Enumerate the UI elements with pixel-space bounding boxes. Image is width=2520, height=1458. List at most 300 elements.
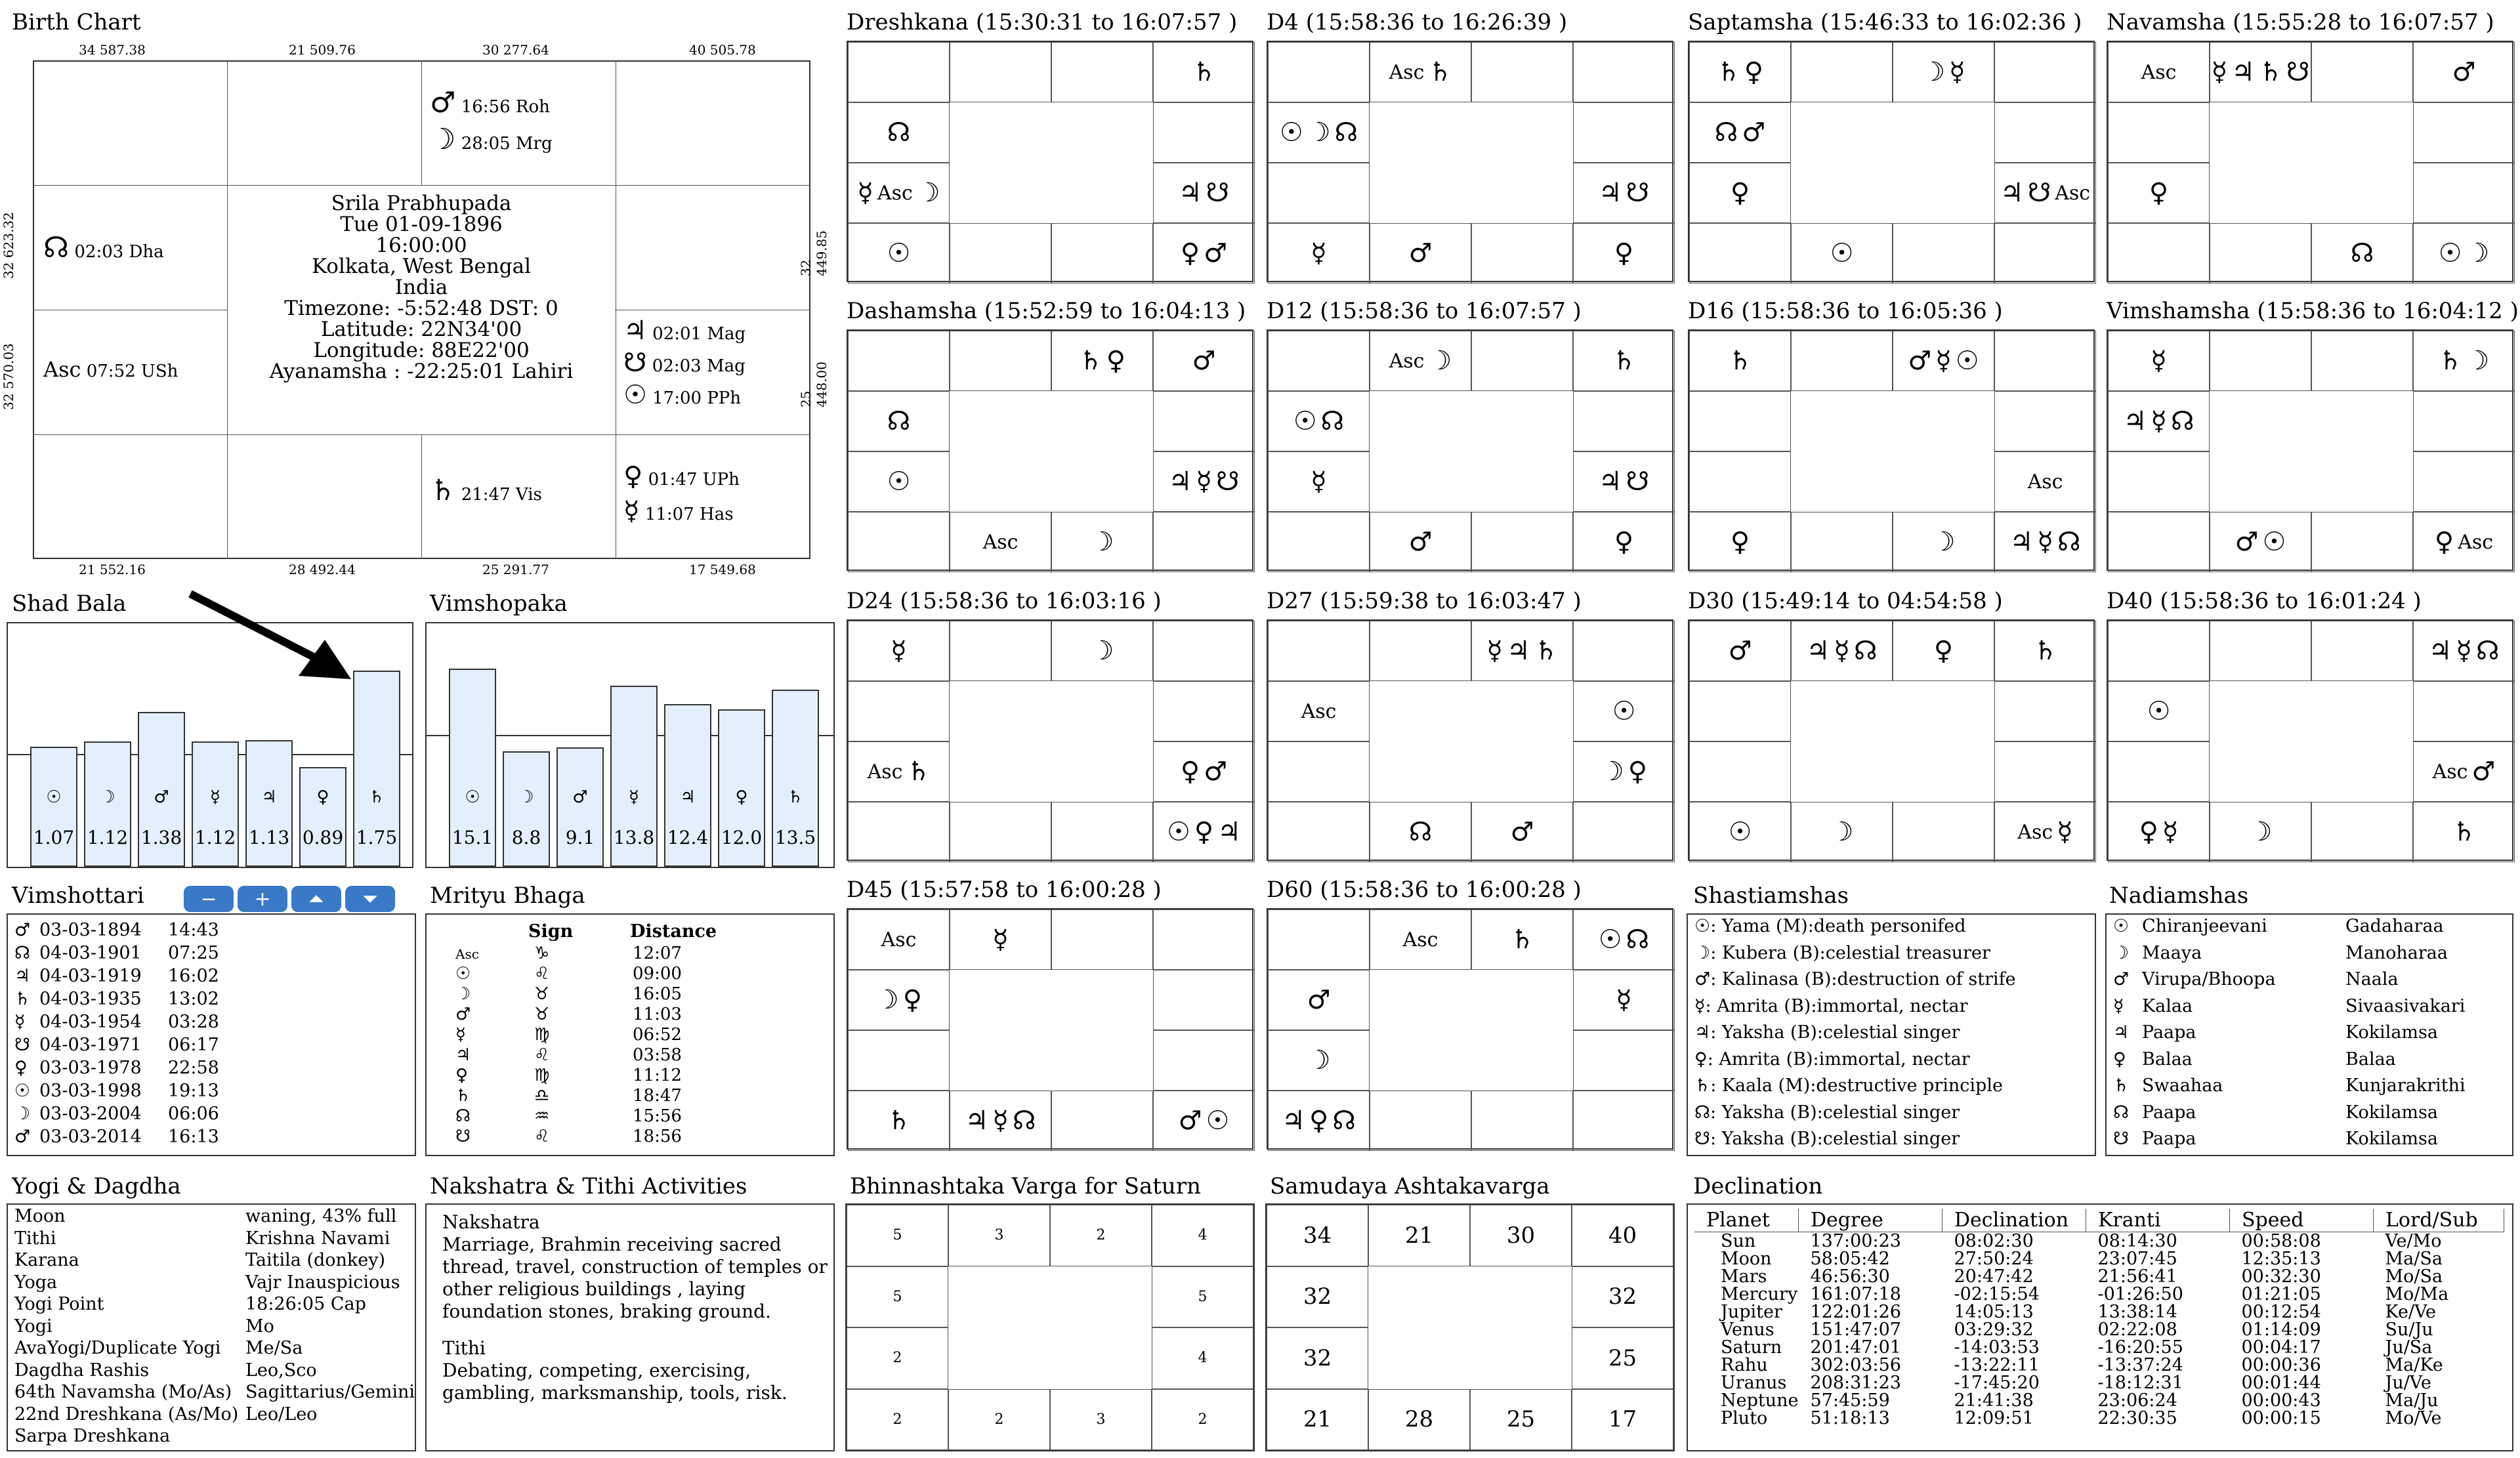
house-cell	[1268, 331, 1370, 391]
bar-value-label: 8.8	[511, 827, 541, 848]
house-cell	[1573, 512, 1675, 572]
declination-row	[1694, 1374, 2504, 1392]
nadiamsha-name: Paapa	[2142, 1102, 2196, 1123]
ketu-icon: ☋	[2027, 178, 2051, 208]
divisional-chart	[1267, 329, 1673, 571]
col-distance: Distance	[630, 921, 717, 942]
yogi-key: Sarpa Dreshkana	[14, 1426, 171, 1446]
moon-icon: ☽	[518, 787, 534, 807]
right-point: 32 449.85	[797, 230, 830, 276]
house-cell	[1689, 621, 1791, 681]
birth-chart-title: Birth Chart	[12, 9, 141, 35]
shastiamsha-row: ☽: Kubera (B):celestial treasurer	[1694, 942, 1990, 963]
house-cell	[1471, 223, 1573, 283]
house-cell	[1471, 621, 1573, 681]
nadiamsha-row	[2113, 1129, 2438, 1149]
column-header: Kranti	[2086, 1209, 2230, 1232]
shastiamsha-row: ♂: Kalinasa (B):destruction of strife	[1694, 969, 2016, 989]
mrityu-distance: 15:56	[633, 1106, 682, 1126]
sun-position: 17:00 PPh	[652, 388, 742, 408]
shastiamsha-row: ♃: Yaksha (B):celestial singer	[1694, 1022, 1960, 1043]
house-cell	[848, 512, 950, 572]
house-cell	[1573, 451, 1675, 512]
nadiamsha-alt: Naala	[2345, 969, 2399, 989]
sun-icon: ☉	[2113, 916, 2130, 936]
divisional-chart	[1267, 908, 1673, 1150]
yogi-key: 64th Navamsha (Mo/As)	[14, 1382, 232, 1402]
house-cell	[1689, 681, 1791, 741]
house-cell	[2210, 621, 2311, 681]
house-cell	[1471, 802, 1573, 862]
house-cell	[2210, 223, 2311, 283]
dasha-date: 04-03-1919	[39, 966, 142, 986]
sun-icon: ☉	[1293, 406, 1317, 436]
asc-label: Asc	[881, 928, 917, 951]
mars-icon: ♂	[1204, 757, 1228, 787]
yogi-table	[7, 1203, 416, 1451]
dasha-row	[14, 920, 219, 940]
declination-cell: -13:37:24	[2097, 1355, 2183, 1375]
mrityu-row	[455, 1005, 682, 1024]
house-cell	[1573, 42, 1675, 102]
yogi-row	[14, 1250, 385, 1270]
yogi-value: Me/Sa	[245, 1338, 303, 1358]
left-point: 32 570.03	[0, 343, 16, 410]
bar-value-label: 13.8	[613, 827, 655, 848]
asc-label: Asc	[877, 181, 913, 205]
mrityu-row	[455, 984, 682, 1004]
divisional-chart	[1688, 41, 2095, 282]
rahu-icon: ☊	[14, 943, 30, 963]
varga-cell: 21	[1267, 1389, 1368, 1451]
house-cell	[2413, 102, 2515, 163]
dasha-time: 03:28	[168, 1012, 219, 1032]
varga-cell: 25	[1572, 1327, 1673, 1389]
mrityu-row	[455, 1025, 682, 1045]
nadiamsha-row	[2113, 943, 2448, 963]
mrityu-distance: 11:12	[633, 1066, 682, 1085]
bar-value-label: 9.1	[565, 827, 595, 848]
varga-cell: 4	[1152, 1205, 1253, 1266]
jupiter-icon: ♃	[623, 316, 647, 346]
divisional-chart-title: D24 (15:58:36 to 16:03:16 )	[847, 588, 1162, 614]
house-cell	[1689, 42, 1791, 102]
divisional-chart-title: D27 (15:59:38 to 16:03:47 )	[1267, 588, 1582, 614]
house-cell	[2413, 42, 2515, 102]
declination-cell: Mo/Sa	[2385, 1266, 2443, 1287]
house-cell	[2413, 802, 2515, 862]
mars-icon: ♂	[1408, 238, 1433, 268]
yogi-key: Tithi	[14, 1228, 56, 1249]
bottom-point: 25 291.77	[482, 562, 549, 577]
mercury-icon: ☿	[2057, 817, 2073, 847]
house-cell	[1051, 512, 1153, 572]
venus-icon: ♀	[1933, 636, 1954, 666]
venus-icon: ♀	[735, 787, 748, 807]
house-cell	[2210, 512, 2311, 572]
dasha-date: 04-03-1935	[39, 989, 142, 1009]
mercury-icon: ☿	[2456, 636, 2472, 666]
house-cell	[1471, 1091, 1573, 1151]
mercury-icon: ☿	[623, 496, 640, 526]
divisional-chart-title: Saptamsha (15:46:33 to 16:02:36 )	[1688, 9, 2082, 35]
house-cell	[1573, 970, 1675, 1030]
mars-icon: ♂	[1204, 238, 1228, 268]
house-cell	[2108, 42, 2210, 102]
dasha-time: 16:13	[168, 1127, 219, 1147]
venus-icon: ♀	[623, 461, 643, 491]
house-cell	[1893, 223, 1994, 283]
house-cell	[2311, 512, 2413, 572]
asc-label: Asc	[2017, 820, 2053, 844]
mrityu-distance: 09:00	[633, 964, 682, 984]
yogi-value: 18:26:05 Cap	[245, 1294, 366, 1314]
declination-cell: 00:04:17	[2241, 1337, 2321, 1358]
venus-icon: ♀	[1309, 1106, 1329, 1136]
house-cell	[1573, 391, 1675, 451]
bar-value-label: 1.12	[194, 827, 236, 848]
house-cell	[1994, 391, 2096, 451]
sign-icon: ♍	[534, 1025, 550, 1045]
house-cell	[1573, 909, 1675, 970]
declination-cell: 12:09:51	[1954, 1408, 2034, 1428]
nadiamsha-row	[2113, 1049, 2396, 1070]
declination-cell: -18:12:31	[2097, 1373, 2183, 1393]
mercury-icon: ☿	[1616, 985, 1632, 1015]
venus-icon: ♀	[2149, 178, 2169, 208]
moon-icon: ☽	[1428, 346, 1452, 376]
venus-icon: ♀	[2139, 817, 2158, 847]
house-cell	[1370, 1091, 1471, 1151]
moon-icon: ☽	[1090, 636, 1114, 666]
house-cell	[1791, 223, 1893, 283]
bar-value-label: 12.0	[721, 827, 763, 848]
venus-icon: ♀	[1744, 57, 1764, 87]
house-cell	[1994, 102, 2096, 163]
mercury-icon: ☿	[210, 787, 220, 807]
nadiamsha-alt: Kunjarakrithi	[2345, 1075, 2466, 1096]
bar	[503, 751, 550, 867]
top-point: 34 587.38	[79, 42, 146, 58]
house-cell	[1893, 42, 1994, 102]
mercury-icon: ☿	[857, 178, 873, 208]
declination-cell: 00:00:43	[2241, 1390, 2321, 1411]
rahu-icon: ☊	[2350, 238, 2374, 268]
house-cell	[1994, 163, 2096, 223]
divisional-chart-title: Dashamsha (15:52:59 to 16:04:13 )	[847, 298, 1246, 324]
house-cell	[1268, 391, 1370, 451]
house-cell	[2108, 802, 2210, 862]
mars-icon: ♂	[1192, 346, 1216, 376]
mercury-icon: ☿	[1196, 467, 1212, 497]
nadiamsha-alt: Balaa	[2345, 1049, 2396, 1070]
latitude: Latitude: 22N34'00	[320, 318, 522, 341]
dasha-date: 04-03-1954	[39, 1012, 142, 1032]
nadiamsha-alt: Manoharaa	[2345, 942, 2448, 963]
dasha-date: 03-03-1998	[39, 1081, 142, 1101]
house-cell	[1689, 451, 1791, 512]
sign-icon: ♌	[534, 1127, 550, 1146]
house-cell	[848, 970, 950, 1030]
yogi-value: Vajr Inauspicious	[245, 1272, 400, 1293]
house-cell	[1994, 512, 2096, 572]
jupiter-icon: ♃	[2000, 178, 2024, 208]
expand-button[interactable]: +	[238, 886, 287, 912]
mercury-icon: ☿	[2211, 57, 2228, 87]
mrityu-distance: 06:52	[633, 1025, 682, 1045]
declination-cell: Ve/Mo	[2385, 1231, 2442, 1251]
varga-cell: 34	[1267, 1205, 1368, 1266]
house-cell	[1791, 331, 1893, 391]
declination-cell: 00:00:36	[2241, 1355, 2321, 1375]
house-cell	[2311, 331, 2413, 391]
sign-icon: ♌	[534, 964, 550, 984]
asc-label: Asc	[867, 760, 903, 783]
saturn-icon: ♄	[1728, 346, 1752, 376]
house-cell	[2413, 391, 2515, 451]
ketu-icon: ☋	[1215, 467, 1240, 497]
yogi-row	[14, 1294, 366, 1314]
yogi-key: Yogi	[14, 1316, 52, 1337]
col-sign: Sign	[528, 921, 574, 942]
rahu-icon: ☊	[1012, 1106, 1036, 1136]
shastiamsha-row: ♄: Kaala (M):destructive principle	[1694, 1075, 2003, 1096]
nadiamsha-row	[2113, 996, 2465, 1016]
yogi-row	[14, 1404, 317, 1425]
house-cell	[1153, 741, 1255, 802]
yogi-row	[14, 1360, 317, 1381]
vimshopaka-title: Vimshopaka	[430, 591, 568, 617]
house-cell	[1370, 909, 1471, 970]
house-cell	[1051, 1091, 1153, 1151]
varga-cell: 4	[1152, 1327, 1253, 1389]
house-cell	[950, 223, 1051, 283]
house-cell	[2108, 451, 2210, 512]
yogi-row	[14, 1272, 400, 1293]
column-header: Degree	[1799, 1209, 1942, 1232]
house-cell	[2413, 621, 2515, 681]
divisional-chart	[847, 41, 1253, 282]
varga-cell: 40	[1572, 1205, 1673, 1266]
tithi-heading: Tithi	[442, 1337, 486, 1359]
house-cell	[1994, 741, 2096, 802]
divisional-chart	[847, 329, 1253, 571]
shastiamsha-row: ♀: Amrita (B):immortal, nectar	[1694, 1049, 1970, 1070]
bhinnashtaka-grid	[845, 1203, 1255, 1451]
jupiter-icon: ♃	[2113, 1022, 2130, 1043]
declination-cell: Mars	[1721, 1266, 1767, 1287]
house-cell	[1153, 512, 1255, 572]
jupiter-icon: ♃	[1168, 467, 1192, 497]
declination-cell: 151:47:07	[1810, 1320, 1901, 1340]
nadiamsha-alt: Gadaharaa	[2345, 916, 2444, 936]
ketu-position: 02:03 Mag	[652, 356, 746, 376]
house-cell	[2108, 621, 2210, 681]
asc-label: Asc	[982, 530, 1018, 554]
house-cell	[1153, 909, 1255, 970]
venus-icon: ♀	[14, 1058, 28, 1078]
rahu-icon: ☊	[1714, 117, 1738, 148]
rahu-icon: ☊	[1408, 817, 1433, 847]
mars-icon: ♂	[2452, 57, 2476, 87]
varga-cell: 28	[1368, 1389, 1470, 1451]
dasha-row	[14, 966, 219, 986]
declination-cell: 57:45:59	[1810, 1390, 1890, 1411]
house-cell	[1051, 223, 1153, 283]
dasha-time: 19:13	[168, 1081, 219, 1101]
declination-cell: Uranus	[1721, 1373, 1787, 1393]
dasha-date: 03-03-2014	[39, 1127, 142, 1147]
mars-icon: ♂	[14, 1127, 31, 1147]
yogi-value: waning, 43% full	[245, 1206, 397, 1226]
declination-cell: -13:22:11	[1954, 1355, 2040, 1375]
mercury-icon: ☿	[1834, 636, 1850, 666]
ketu-icon: ☋	[1626, 178, 1650, 208]
house-cell	[2210, 42, 2311, 102]
house-cell	[848, 621, 950, 681]
house-cell	[1689, 102, 1791, 163]
house-cell	[1153, 223, 1255, 283]
house-cell	[1051, 42, 1153, 102]
declination-cell: Saturn	[1721, 1337, 1782, 1358]
rahu-position: 02:03 Dha	[74, 242, 164, 262]
nadiamsha-row	[2113, 1075, 2466, 1096]
house-cell	[1370, 512, 1471, 572]
rahu-icon: ☊	[2057, 527, 2081, 557]
rahu-icon: ☊	[1626, 925, 1650, 955]
house-cell	[1791, 512, 1893, 572]
sun-icon: ☉	[1955, 346, 1979, 376]
dasha-date: 03-03-2004	[39, 1104, 142, 1124]
house-cell	[2413, 451, 2515, 512]
house-cell	[1268, 970, 1370, 1030]
varga-cell: 5	[1152, 1266, 1253, 1328]
house-cell	[848, 802, 950, 862]
mercury-icon: ☿	[2113, 995, 2124, 1016]
declination-cell: -16:20:55	[2097, 1337, 2183, 1358]
declination-row	[1694, 1339, 2504, 1356]
yogi-row	[14, 1338, 303, 1358]
mars-position: 16:56 Roh	[461, 97, 550, 117]
house-cell	[1893, 331, 1994, 391]
rahu-icon: ☊	[887, 406, 911, 436]
house-cell	[1370, 42, 1471, 102]
jupiter-icon: ♃	[1217, 817, 1241, 847]
sun-icon: ☉	[46, 787, 62, 807]
house-cell	[2413, 331, 2515, 391]
declination-row	[1694, 1232, 2504, 1251]
moon-icon: ☽	[100, 787, 116, 807]
ayanamsha: Ayanamsha : -22:25:01 Lahiri	[269, 360, 574, 383]
house-cell	[1153, 331, 1255, 391]
mrityu-row	[455, 1086, 682, 1106]
collapse-button[interactable]: −	[184, 886, 234, 912]
mercury-position: 11:07 Has	[644, 505, 734, 524]
declination-cell: 21:56:41	[2097, 1266, 2177, 1287]
varga-cell: 21	[1368, 1205, 1470, 1266]
house-cell	[1791, 621, 1893, 681]
venus-icon: ♀	[902, 985, 923, 1015]
nakshatra-activities	[425, 1203, 835, 1451]
sun-icon: ☉	[887, 467, 911, 497]
jupiter-icon: ♃	[261, 787, 277, 807]
shad-bala-title: Shad Bala	[12, 591, 127, 617]
divisional-chart	[847, 908, 1253, 1150]
mars-icon: ♂	[455, 1005, 471, 1024]
dasha-row	[14, 1058, 219, 1078]
jupiter-icon: ♃	[2123, 406, 2147, 436]
declination-cell: 161:07:18	[1810, 1284, 1901, 1304]
declination-cell: 00:58:08	[2241, 1231, 2321, 1251]
yogi-value: Taitila (donkey)	[245, 1250, 386, 1270]
birth-city: Kolkata, West Bengal	[311, 255, 532, 278]
mrityu-distance: 03:58	[633, 1045, 682, 1065]
yogi-value: Krishna Navami	[245, 1228, 390, 1249]
bar-value-label: 1.38	[140, 827, 182, 848]
scroll-down-button[interactable]: ⏷	[345, 886, 395, 912]
house-cell	[848, 223, 950, 283]
bottom-point: 21 552.16	[79, 562, 146, 577]
jupiter-icon: ♃	[1282, 1106, 1306, 1136]
sign-icon: ♌	[534, 1045, 550, 1065]
declination-cell: 122:01:26	[1810, 1302, 1901, 1322]
mrityu-row	[455, 1066, 682, 1085]
venus-icon: ♀	[1180, 238, 1200, 268]
native-name: Srila Prabhupada	[331, 192, 512, 215]
column-header: Declination	[1942, 1209, 2086, 1232]
mars-icon: ♂	[154, 787, 169, 807]
house-cell	[1370, 802, 1471, 862]
house-cell	[848, 909, 950, 970]
dasha-date: 03-03-1978	[39, 1058, 142, 1078]
varga-cell: 2	[847, 1327, 948, 1389]
asc-label: Asc	[2055, 181, 2091, 205]
saturn-icon: ♄	[1428, 57, 1452, 87]
bar-value-label: 1.12	[87, 827, 129, 848]
house-cell	[1268, 42, 1370, 102]
house-cell	[1153, 681, 1255, 741]
house-cell	[950, 512, 1051, 572]
dasha-date: 04-03-1901	[39, 943, 142, 963]
ketu-icon: ☋	[2113, 1129, 2129, 1149]
yogi-key: Yoga	[14, 1272, 58, 1293]
mercury-icon: ☿	[2162, 817, 2179, 847]
scroll-up-button[interactable]: ⏶	[291, 886, 341, 912]
house-cell	[2413, 223, 2515, 283]
mercury-icon: ☿	[629, 787, 639, 807]
yogi-row	[14, 1316, 274, 1337]
birth-country: India	[394, 276, 448, 299]
sun-icon: ☉	[1612, 696, 1636, 726]
mercury-icon: ☿	[1935, 346, 1952, 376]
nadiamsha-name: Paapa	[2142, 1022, 2196, 1043]
saturn-icon: ♄	[2452, 817, 2476, 847]
jupiter-position: 02:01 Mag	[652, 324, 746, 344]
house-cell	[1051, 802, 1153, 862]
house-cell	[1268, 909, 1370, 970]
house-cell	[2108, 331, 2210, 391]
top-point: 30 277.64	[482, 42, 549, 58]
samudaya-grid	[1265, 1203, 1675, 1451]
dasha-row	[14, 1012, 219, 1032]
nadiamsha-name: Kalaa	[2142, 995, 2193, 1016]
moon-icon: ☽	[1600, 757, 1624, 787]
yogi-value: Leo/Leo	[245, 1404, 318, 1425]
yogi-key: AvaYogi/Duplicate Yogi	[14, 1338, 221, 1358]
house-cell	[2311, 223, 2413, 283]
moon-icon: ☽	[1830, 817, 1854, 847]
mars-icon: ♂	[1742, 117, 1766, 148]
